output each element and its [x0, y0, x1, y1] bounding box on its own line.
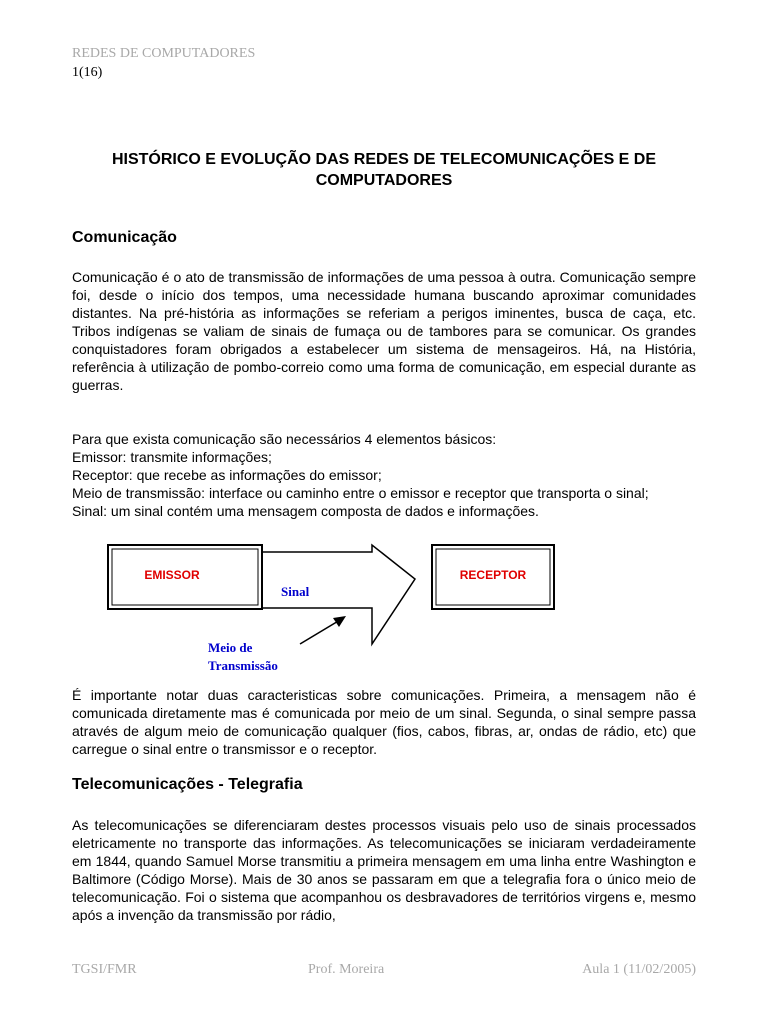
elements-intro: Para que exista comunicação são necessários 4 elementos básicos: [72, 431, 497, 447]
paragraph-caracteristicas: É importante notar duas caracteristicas sobre comunicações. Primeira, a mensagem não é comunicada diretamente mas é comunicada por meio de um sinal. Segunda, o sinal sempre passa através de algum meio de comunicação qualquer (fios, cabos, fibras, ar, ondas de rádio, etc) que carregue o sinal entre o transmissor e o receptor. [72, 687, 696, 757]
signal-label: Sinal [281, 584, 310, 599]
receiver-label: RECEPTOR [459, 568, 527, 582]
footer-left: TGSI/FMR [72, 962, 137, 977]
section-heading-comunicacao: Comunicação [72, 229, 177, 246]
page-number: 1(16) [72, 65, 103, 80]
document-title: HISTÓRICO E EVOLUÇÃO DAS REDES DE TELECOMUNICAÇÕES E DE COMPUTADORES [111, 151, 657, 189]
element-sinal: Sinal: um sinal contém uma mensagem composta de dados e informações. [72, 503, 539, 519]
medium-label-line1: Meio de [208, 640, 253, 655]
medium-pointer-head [333, 616, 346, 627]
medium-label-line2: Transmissão [208, 658, 278, 673]
medium-pointer-line [300, 620, 340, 644]
footer-center: Prof. Moreira [308, 962, 385, 977]
element-receptor: Receptor: que recebe as informações do emissor; [72, 467, 382, 483]
element-meio: Meio de transmissão: interface ou caminho entre o emissor e receptor que transporta o sinal; [72, 485, 649, 501]
running-header: REDES DE COMPUTADORES [72, 46, 256, 61]
paragraph-comunicacao: Comunicação é o ato de transmissão de informações de uma pessoa à outra. Comunicação sempre foi, desde o início dos tempos, uma necessidade humana buscando aproximar comunidades distantes. Na pré-história as informações se referiam a perigos iminentes, busca de caça, etc. Tribos indígenas se valiam de sinais de fumaça ou de tambores para se comunicar. Os grandes conquistadores foram obrigados a estabelecer um sistema de mensageiros. Há, na História, referência à utilização de pombo-correio como uma forma de comunicação, em especial durante as guerras. [72, 269, 696, 393]
emitter-label: EMISSOR [144, 568, 200, 582]
element-emissor: Emissor: transmite informações; [72, 449, 272, 465]
communication-diagram [0, 538, 768, 678]
section-heading-telecomunicacoes: Telecomunicações - Telegrafia [72, 776, 303, 793]
paragraph-telecomunicacoes: As telecomunicações se diferenciaram destes processos visuais pelo uso de sinais processados eletricamente no transporte das informações. As telecomunicações se iniciaram verdadeiramente em 1844, quando Samuel Morse transmitiu a primeira mensagem em uma linha entre Washington e Baltimore (Código Morse). Mais de 30 anos se passaram em que a telegrafia fora o único meio de telecomunicação. Foi o sistema que acompanhou os desbravadores de territórios virgens e, mesmo após a invenção da transmissão por rádio, [72, 817, 696, 923]
elements-list [72, 430, 712, 520]
footer-right: Aula 1 (11/02/2005) [582, 962, 696, 977]
